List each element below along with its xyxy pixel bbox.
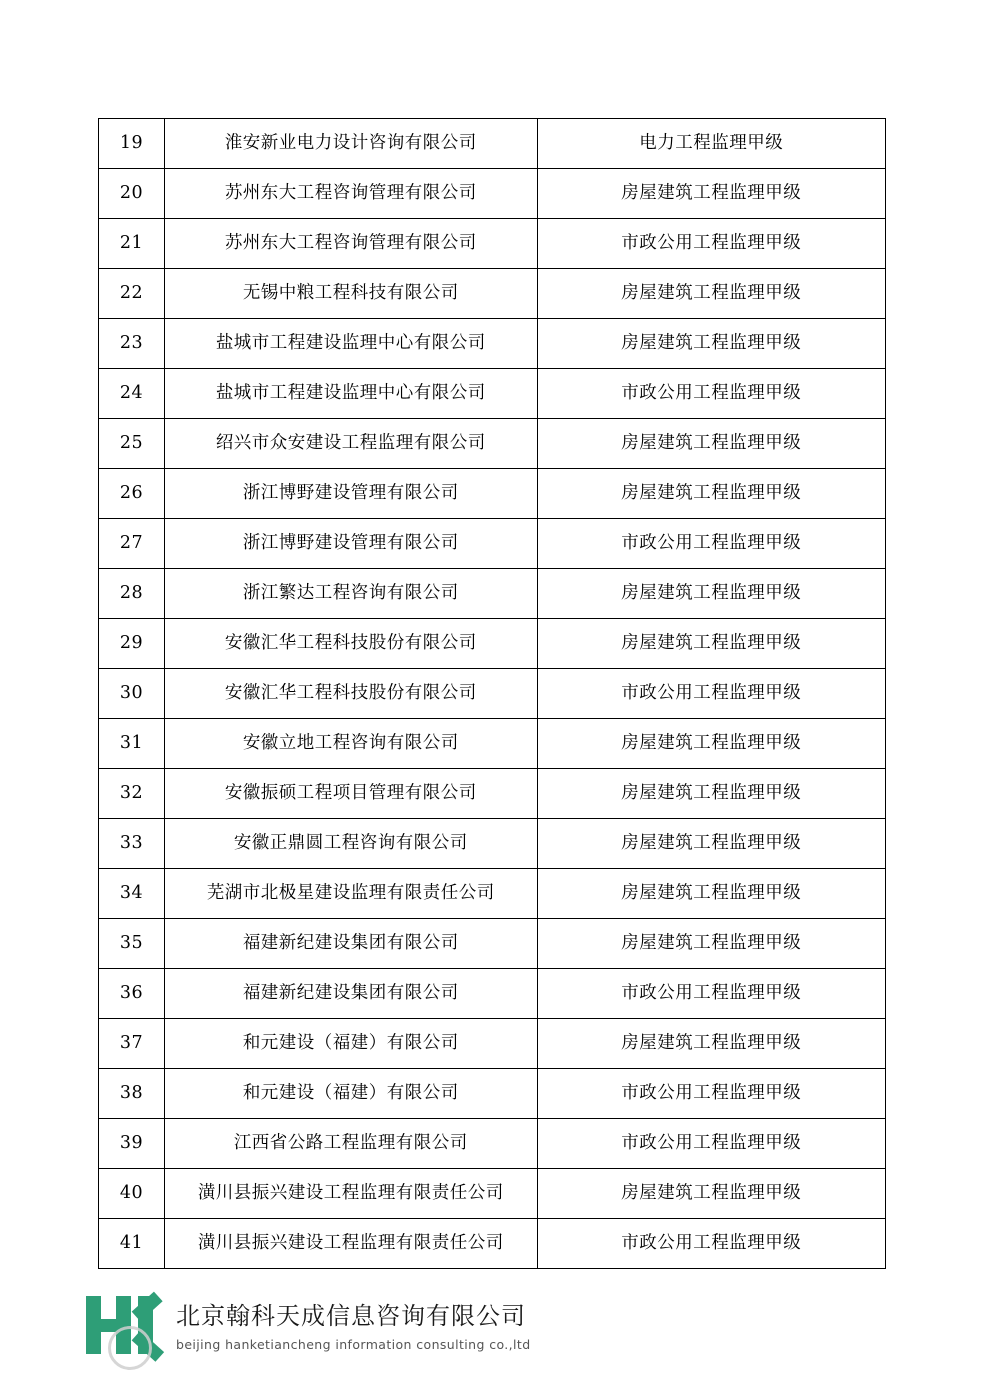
table-row [99, 469, 886, 519]
table-row [99, 719, 886, 769]
table-row [99, 169, 886, 219]
row-qualification: 房屋建筑工程监理甲级 [537, 619, 885, 669]
row-qualification: 市政公用工程监理甲级 [537, 669, 885, 719]
row-qualification: 房屋建筑工程监理甲级 [537, 719, 885, 769]
row-qualification: 房屋建筑工程监理甲级 [537, 769, 885, 819]
table-row [99, 419, 886, 469]
table-row [99, 219, 886, 269]
row-index: 41 [99, 1219, 165, 1269]
company-logo-icon [80, 1292, 168, 1360]
table-row [99, 369, 886, 419]
row-company-name: 苏州东大工程咨询管理有限公司 [165, 219, 537, 269]
row-index: 19 [99, 119, 165, 169]
row-company-name: 安徽振硕工程项目管理有限公司 [165, 769, 537, 819]
row-company-name: 芜湖市北极星建设监理有限责任公司 [165, 869, 537, 919]
table-row [99, 269, 886, 319]
row-index: 29 [99, 619, 165, 669]
row-qualification: 市政公用工程监理甲级 [537, 969, 885, 1019]
footer-company-name-cn: 北京翰科天成信息咨询有限公司 [176, 1302, 526, 1330]
row-company-name: 安徽正鼎圆工程咨询有限公司 [165, 819, 537, 869]
row-qualification: 房屋建筑工程监理甲级 [537, 319, 885, 369]
row-index: 31 [99, 719, 165, 769]
table-row [99, 669, 886, 719]
table-row [99, 319, 886, 369]
row-company-name: 福建新纪建设集团有限公司 [165, 969, 537, 1019]
row-company-name: 安徽汇华工程科技股份有限公司 [165, 619, 537, 669]
row-index: 25 [99, 419, 165, 469]
table-row [99, 569, 886, 619]
row-index: 32 [99, 769, 165, 819]
table-row [99, 1119, 886, 1169]
logo-circle-icon [108, 1326, 152, 1370]
row-qualification: 房屋建筑工程监理甲级 [537, 169, 885, 219]
table-body [99, 119, 886, 1269]
row-index: 38 [99, 1069, 165, 1119]
table-row [99, 1069, 886, 1119]
row-qualification: 房屋建筑工程监理甲级 [537, 919, 885, 969]
table-row [99, 769, 886, 819]
row-company-name: 和元建设（福建）有限公司 [165, 1019, 537, 1069]
row-qualification: 房屋建筑工程监理甲级 [537, 569, 885, 619]
row-index: 36 [99, 969, 165, 1019]
table-row [99, 619, 886, 669]
table-row [99, 969, 886, 1019]
table-row [99, 1219, 886, 1269]
row-company-name: 浙江繁达工程咨询有限公司 [165, 569, 537, 619]
row-company-name: 安徽立地工程咨询有限公司 [165, 719, 537, 769]
row-index: 30 [99, 669, 165, 719]
row-qualification: 市政公用工程监理甲级 [537, 369, 885, 419]
row-company-name: 江西省公路工程监理有限公司 [165, 1119, 537, 1169]
row-company-name: 福建新纪建设集团有限公司 [165, 919, 537, 969]
footer-watermark [80, 1292, 680, 1372]
row-qualification: 市政公用工程监理甲级 [537, 1069, 885, 1119]
row-qualification: 房屋建筑工程监理甲级 [537, 1169, 885, 1219]
table-row [99, 519, 886, 569]
row-index: 27 [99, 519, 165, 569]
row-index: 24 [99, 369, 165, 419]
row-qualification: 电力工程监理甲级 [537, 119, 885, 169]
row-company-name: 安徽汇华工程科技股份有限公司 [165, 669, 537, 719]
row-qualification: 房屋建筑工程监理甲级 [537, 419, 885, 469]
row-index: 33 [99, 819, 165, 869]
table-row [99, 1019, 886, 1069]
table-row [99, 1169, 886, 1219]
row-index: 40 [99, 1169, 165, 1219]
table-row [99, 819, 886, 869]
row-qualification: 市政公用工程监理甲级 [537, 519, 885, 569]
row-company-name: 浙江博野建设管理有限公司 [165, 519, 537, 569]
row-qualification: 房屋建筑工程监理甲级 [537, 1019, 885, 1069]
row-qualification: 市政公用工程监理甲级 [537, 1219, 885, 1269]
row-qualification: 房屋建筑工程监理甲级 [537, 819, 885, 869]
row-index: 22 [99, 269, 165, 319]
table-row [99, 119, 886, 169]
row-index: 26 [99, 469, 165, 519]
row-company-name: 盐城市工程建设监理中心有限公司 [165, 319, 537, 369]
row-qualification: 市政公用工程监理甲级 [537, 1119, 885, 1169]
row-index: 37 [99, 1019, 165, 1069]
row-index: 20 [99, 169, 165, 219]
row-company-name: 无锡中粮工程科技有限公司 [165, 269, 537, 319]
footer-company-text [176, 1296, 656, 1352]
row-company-name: 盐城市工程建设监理中心有限公司 [165, 369, 537, 419]
table-row [99, 919, 886, 969]
row-index: 28 [99, 569, 165, 619]
row-qualification: 房屋建筑工程监理甲级 [537, 469, 885, 519]
row-index: 34 [99, 869, 165, 919]
row-index: 39 [99, 1119, 165, 1169]
row-qualification: 房屋建筑工程监理甲级 [537, 269, 885, 319]
table-row [99, 869, 886, 919]
row-index: 21 [99, 219, 165, 269]
row-qualification: 房屋建筑工程监理甲级 [537, 869, 885, 919]
qualification-table [98, 118, 886, 1269]
row-index: 35 [99, 919, 165, 969]
row-company-name: 潢川县振兴建设工程监理有限责任公司 [165, 1219, 537, 1269]
row-qualification: 市政公用工程监理甲级 [537, 219, 885, 269]
row-company-name: 和元建设（福建）有限公司 [165, 1069, 537, 1119]
row-company-name: 绍兴市众安建设工程监理有限公司 [165, 419, 537, 469]
row-company-name: 苏州东大工程咨询管理有限公司 [165, 169, 537, 219]
row-company-name: 潢川县振兴建设工程监理有限责任公司 [165, 1169, 537, 1219]
row-company-name: 淮安新业电力设计咨询有限公司 [165, 119, 537, 169]
row-company-name: 浙江博野建设管理有限公司 [165, 469, 537, 519]
footer-company-name-en: beijing hanketiancheng information consulting co.,ltd [176, 1337, 531, 1352]
row-index: 23 [99, 319, 165, 369]
